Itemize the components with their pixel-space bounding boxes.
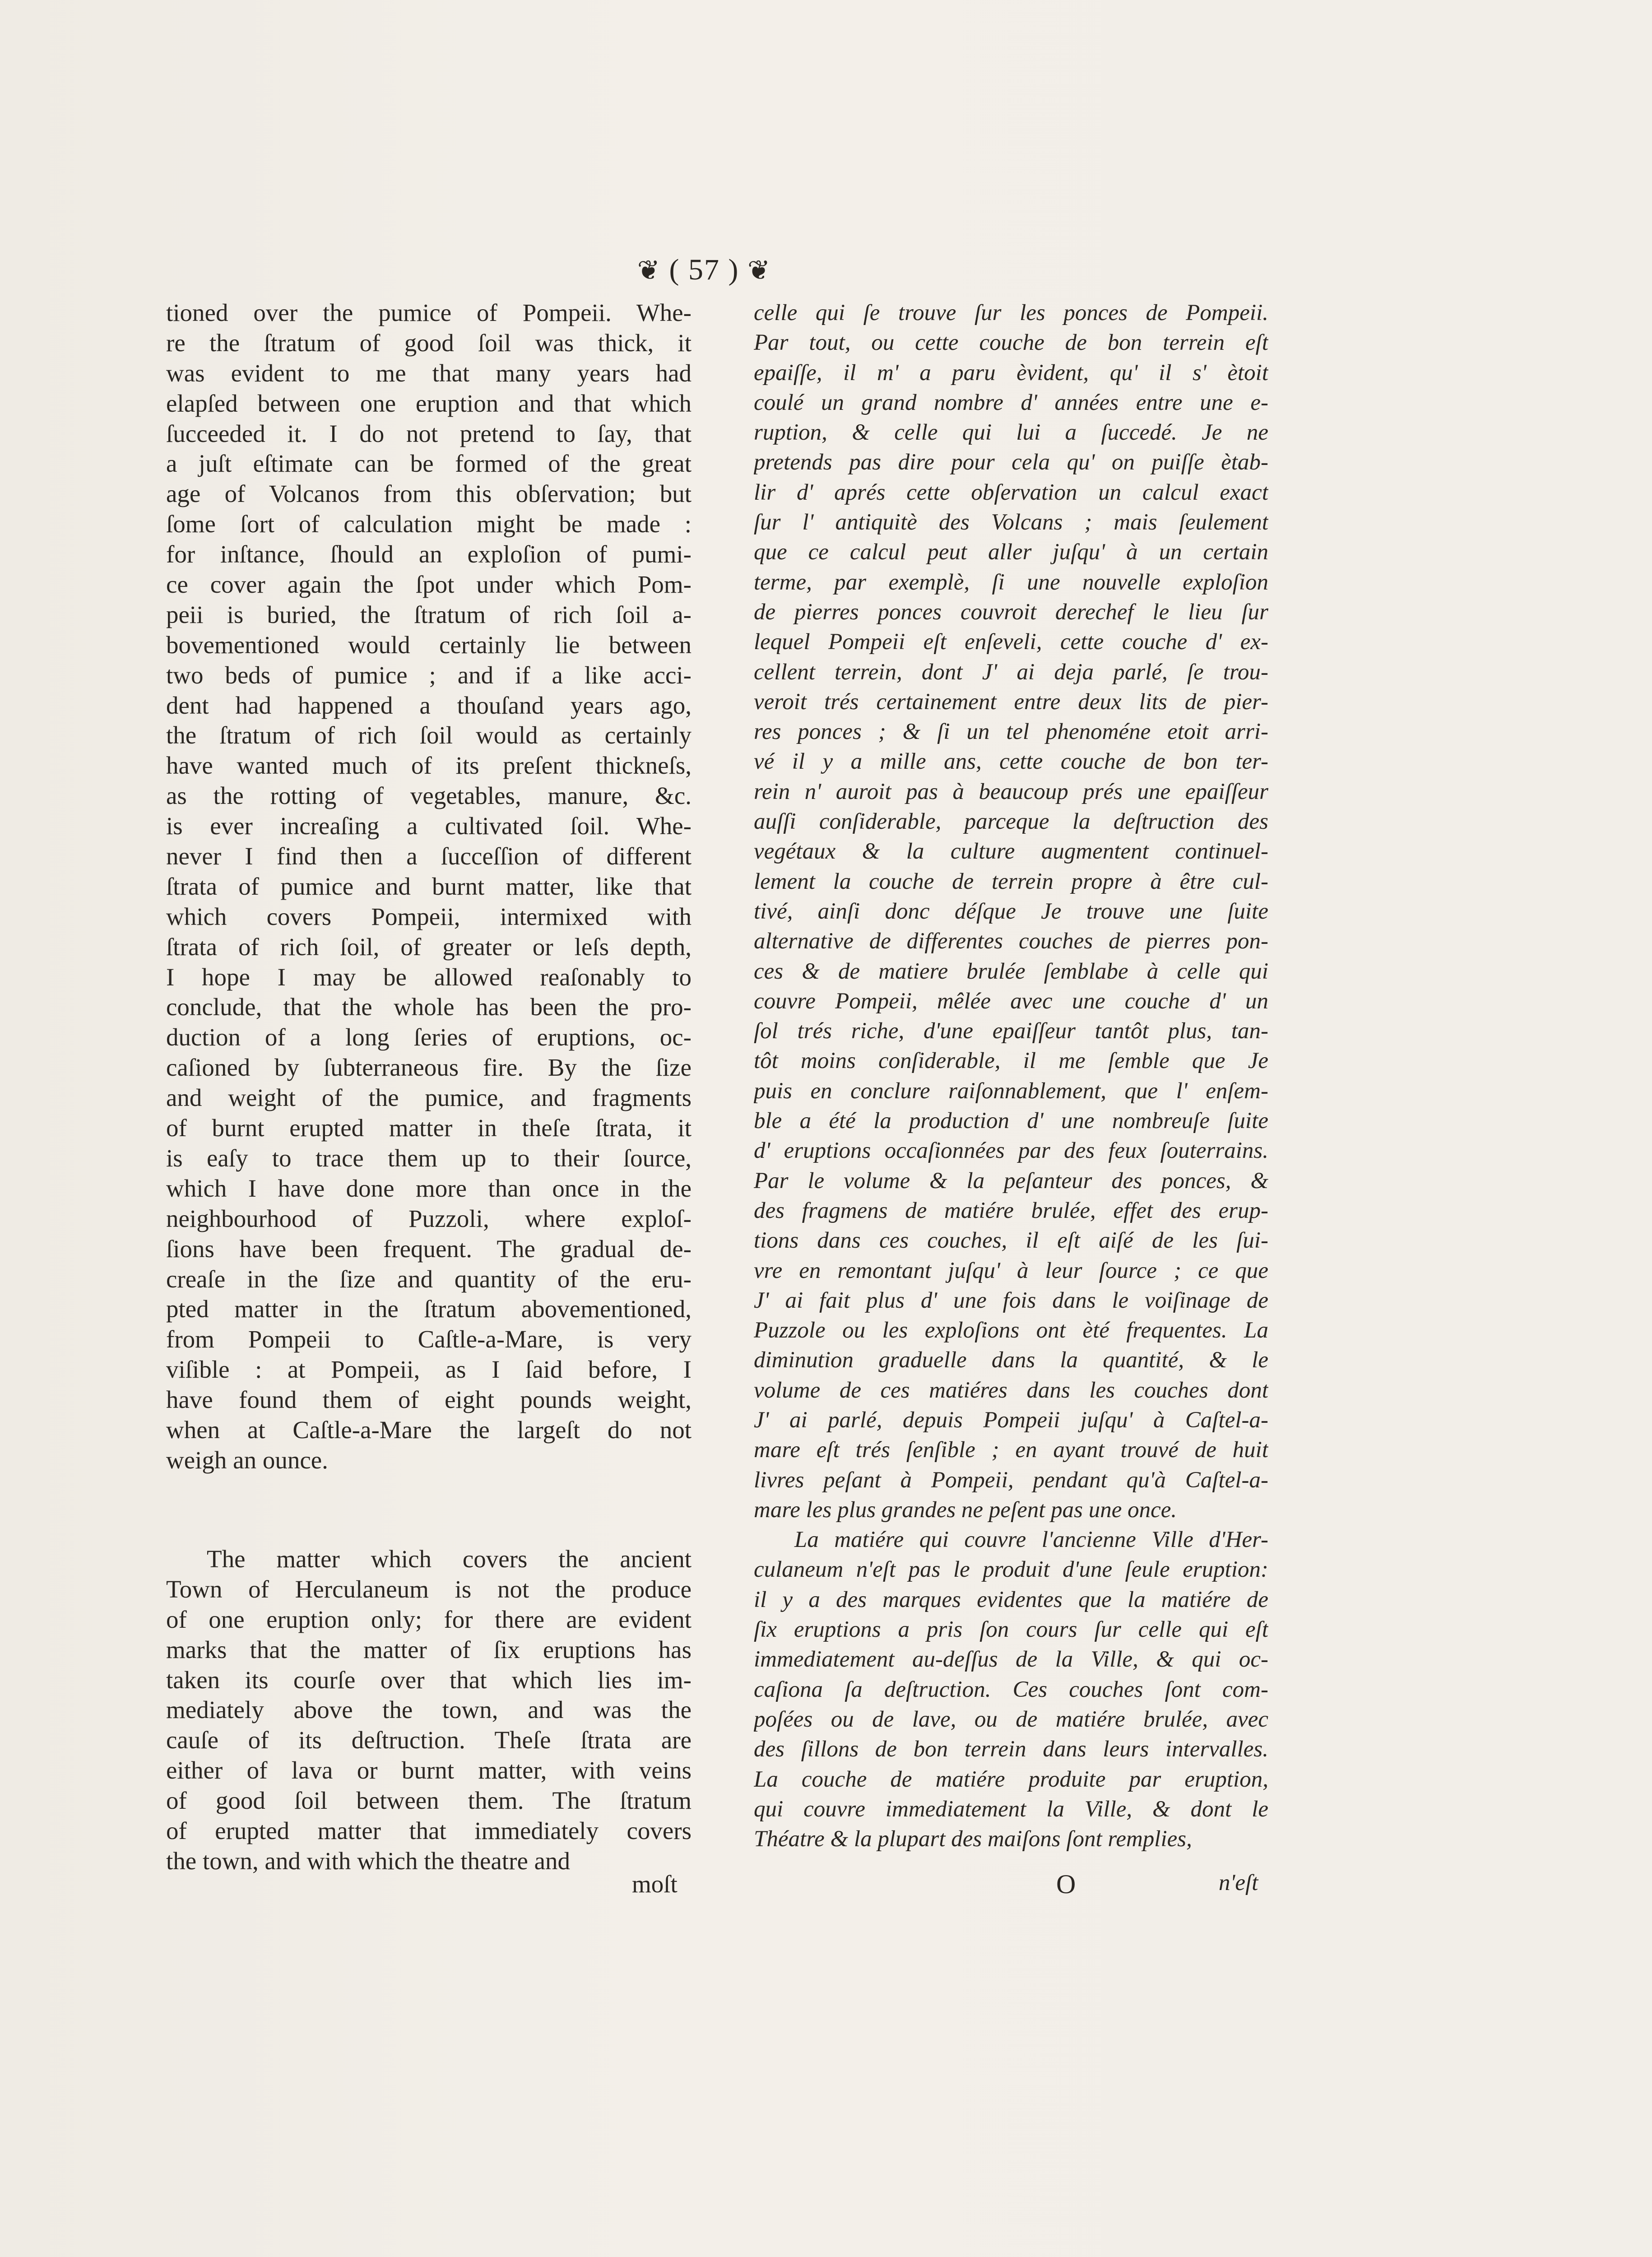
ornament-right-icon: ❦	[747, 255, 771, 285]
text-line: Théatre & la plupart des maiſons ſont remplies,	[754, 1826, 1192, 1852]
text-line: peii is buried, the ſtratum of rich ſoil a-	[166, 600, 691, 628]
text-line: caſioned by ſubterraneous fire. By the ſize	[166, 1054, 691, 1082]
english-paragraph-2	[166, 1544, 691, 1876]
text-line: the town, and with which the theatre and	[166, 1847, 571, 1875]
text-line: coulé un grand nombre d' années entre une e-	[754, 390, 1268, 415]
text-line: of good ſoil between them. The ſtratum	[166, 1787, 691, 1815]
french-paragraph	[754, 298, 1268, 1854]
text-line: age of Volcanos from this obſervation; but	[166, 480, 691, 508]
text-line: ſome ſort of calculation might be made :	[166, 510, 691, 538]
signature-mark: O	[1056, 1869, 1076, 1899]
text-line: que ce calcul peut aller juſqu' à un certain	[754, 539, 1268, 565]
text-line: The matter which covers the ancient	[207, 1545, 691, 1573]
ornament-left-icon: ❦	[637, 255, 661, 285]
text-line: and weight of the pumice, and fragments	[166, 1084, 691, 1112]
text-line: ſucceeded it. I do not pretend to ſay, that	[166, 419, 691, 447]
text-line: ſix eruptions a pris ſon cours ſur celle qui eſt	[754, 1617, 1268, 1643]
text-line: ſur l' antiquitè des Volcans ; mais ſeulement	[754, 510, 1268, 535]
english-paragraph-2-block	[166, 1537, 691, 1884]
text-line: culaneum n'eſt pas le produit d'une ſeule eruption:	[754, 1557, 1268, 1583]
text-line: Par le volume & la peſanteur des ponces, &	[754, 1168, 1268, 1194]
text-line: mare les plus grandes ne peſent pas une once.	[754, 1497, 1177, 1523]
text-line: tioned over the pumice of Pompeii. Whe-	[166, 299, 691, 326]
text-line: when at Caſtle-a-Mare the largeſt do not	[166, 1416, 691, 1444]
text-line: tôt moins conſiderable, il me ſemble que Je	[754, 1048, 1268, 1074]
text-line: is eaſy to trace them up to their ſource,	[166, 1144, 691, 1172]
text-line: veroit trés certainement entre deux lits de pier-	[754, 689, 1268, 715]
text-line: tions dans ces couches, il eſt aiſé de les ſui-	[754, 1228, 1268, 1254]
text-line: bovementioned would certainly lie between	[166, 631, 691, 659]
text-line: I hope I may be allowed reaſonably to	[166, 963, 691, 991]
french-column	[754, 298, 1268, 1854]
text-line: rein n' auroit pas à beaucoup prés une epaiſſeur	[754, 779, 1268, 804]
text-line: creaſe in the ſize and quantity of the eru-	[166, 1265, 691, 1293]
text-line: for inſtance, ſhould an exploſion of pumi-	[166, 540, 691, 568]
text-line: pted matter in the ſtratum abovementioned,	[166, 1295, 691, 1323]
text-line: weigh an ounce.	[166, 1446, 328, 1474]
text-line: celle qui ſe trouve ſur les ponces de Pompeii.	[754, 300, 1268, 325]
page-header	[614, 253, 794, 287]
text-line: caſiona ſa deſtruction. Ces couches ſont com-	[754, 1676, 1268, 1702]
text-line: qui couvre immediatement la Ville, & dont le	[754, 1796, 1268, 1822]
text-line: livres peſant à Pompeii, pendant qu'à Caſtel-a-	[754, 1467, 1268, 1493]
text-line: Puzzole ou les exploſions ont èté frequentes. La	[754, 1318, 1268, 1343]
page-number-value: 57	[688, 253, 720, 286]
text-line: La couche de matiére produite par eruption,	[754, 1766, 1268, 1792]
text-line: immediatement au-deſſus de la Ville, & qui oc-	[754, 1647, 1268, 1672]
text-line: diminution graduelle dans la quantité, & le	[754, 1347, 1268, 1373]
text-line: ſtrata of rich ſoil, of greater or leſs depth,	[166, 933, 691, 961]
text-line: ble a été la production d' une nombreuſe ſuite	[754, 1108, 1268, 1134]
text-line: never I find then a ſucceſſion of different	[166, 842, 691, 870]
text-line: mare eſt trés ſenſible ; en ayant trouvé de huit	[754, 1437, 1268, 1463]
text-line: have found them of eight pounds weight,	[166, 1386, 691, 1414]
text-line: have wanted much of its preſent thickneſs,	[166, 752, 691, 780]
text-line: ce cover again the ſpot under which Pom-	[166, 571, 691, 599]
text-line: duction of a long ſeries of eruptions, oc-	[166, 1023, 691, 1051]
text-line: lir d' aprés cette obſervation un calcul exact	[754, 479, 1268, 505]
text-line: terme, par exemplè, ſi une nouvelle exploſion	[754, 569, 1268, 595]
text-line: res ponces ; & ſi un tel phenoméne etoit arri-	[754, 719, 1268, 745]
text-line: taken its courſe over that which lies im-	[166, 1666, 691, 1694]
english-column	[166, 298, 691, 1476]
text-line: neighbourhood of Puzzoli, where exploſ-	[166, 1204, 691, 1232]
text-line: ſions have been frequent. The gradual de-	[166, 1235, 691, 1263]
text-line: two beds of pumice ; and if a like acci-	[166, 661, 691, 689]
text-line: J' ai fait plus d' une fois dans le voiſinage de	[754, 1287, 1268, 1313]
text-line: epaiſſe, il m' a paru èvident, qu' il s' ètoit	[754, 360, 1268, 385]
text-line: des fragmens de matiére brulée, effet des erup-	[754, 1198, 1268, 1223]
text-line: ſol trés riche, d'une epaiſſeur tantôt plus, tan-	[754, 1018, 1268, 1044]
text-line: viſible : at Pompeii, as I ſaid before, I	[166, 1356, 691, 1384]
text-line: from Pompeii to Caſtle-a-Mare, is very	[166, 1325, 691, 1353]
text-line: as the rotting of vegetables, manure, &c.	[166, 782, 691, 810]
text-line: volume de ces matiéres dans les couches dont	[754, 1377, 1268, 1403]
english-catchword: moſt	[632, 1870, 678, 1898]
text-line: vre en remontant juſqu' à leur ſource ; ce que	[754, 1258, 1268, 1283]
text-line: was evident to me that many years had	[166, 359, 691, 387]
text-line: lequel Pompeii eſt enſeveli, cette couche d' ex-	[754, 629, 1268, 655]
text-line: is ever increaſing a cultivated ſoil. Whe-	[166, 812, 691, 840]
text-line: Par tout, ou cette couche de bon terrein eſt	[754, 330, 1268, 356]
text-line: ces & de matiere brulée ſemblabe à celle qui	[754, 958, 1268, 984]
text-line: conclude, that the whole has been the pro-	[166, 993, 691, 1021]
text-line: J' ai parlé, depuis Pompeii juſqu' à Caſtel-a-	[754, 1407, 1268, 1433]
text-line: vegétaux & la culture augmentent continuel-	[754, 839, 1268, 864]
text-line: des ſillons de bon terrein dans leurs intervalles.	[754, 1737, 1268, 1762]
text-line: either of lava or burnt matter, with veins	[166, 1756, 691, 1784]
text-line: dent had happened a thouſand years ago,	[166, 691, 691, 719]
page-number: ( 57 )	[669, 253, 739, 286]
text-line: ſtrata of pumice and burnt matter, like that	[166, 872, 691, 900]
text-line: Town of Herculaneum is not the produce	[166, 1575, 691, 1603]
text-line: puis en conclure raiſonnablement, que l' enſem-	[754, 1078, 1268, 1104]
text-line: alternative de differentes couches de pierres pon-	[754, 929, 1268, 954]
text-line: La matiére qui couvre l'ancienne Ville d'Her-	[794, 1527, 1268, 1553]
text-line: marks that the matter of ſix eruptions has	[166, 1635, 691, 1663]
french-catchword: n'eſt	[1219, 1870, 1258, 1895]
text-line: poſées ou de lave, ou de matiére brulée, avec	[754, 1706, 1268, 1732]
text-line: tivé, ainſi donc déſque Je trouve une ſuite	[754, 898, 1268, 924]
text-line: vé il y a mille ans, cette couche de bon ter-	[754, 749, 1268, 775]
text-line: cellent terrein, dont J' ai deja parlé, ſe trou-	[754, 659, 1268, 685]
text-line: which I have done more than once in the	[166, 1174, 691, 1202]
text-line: il y a des marques evidentes que la matiére de	[754, 1587, 1268, 1612]
text-line: lement la couche de terrein propre à être cul-	[754, 868, 1268, 894]
text-line: a juſt eſtimate can be formed of the great	[166, 450, 691, 478]
text-line: mediately above the town, and was the	[166, 1696, 691, 1724]
text-line: of one eruption only; for there are evident	[166, 1605, 691, 1633]
text-line: the ſtratum of rich ſoil would as certainly	[166, 721, 691, 749]
text-line: of burnt erupted matter in theſe ſtrata, it	[166, 1114, 691, 1142]
text-line: couvre Pompeii, mêlée avec une couche d' un	[754, 988, 1268, 1014]
text-line: re the ſtratum of good ſoil was thick, it	[166, 329, 691, 357]
text-line: auſſi conſiderable, parceque la deſtruction des	[754, 809, 1268, 835]
text-line: de pierres ponces couvroit derechef le lieu ſur	[754, 599, 1268, 625]
text-line: ruption, & celle qui lui a ſuccedé. Je ne	[754, 420, 1268, 446]
text-line: which covers Pompeii, intermixed with	[166, 902, 691, 930]
text-line: of erupted matter that immediately covers	[166, 1817, 691, 1845]
text-line: d' eruptions occaſionnées par des feux ſouterrains.	[754, 1138, 1268, 1164]
text-line: pretends pas dire pour cela qu' on puiſſe ètab-	[754, 450, 1268, 475]
text-line: elapſed between one eruption and that which	[166, 389, 691, 417]
english-paragraph-1	[166, 298, 691, 1476]
text-line: cauſe of its deſtruction. Theſe ſtrata are	[166, 1726, 691, 1754]
